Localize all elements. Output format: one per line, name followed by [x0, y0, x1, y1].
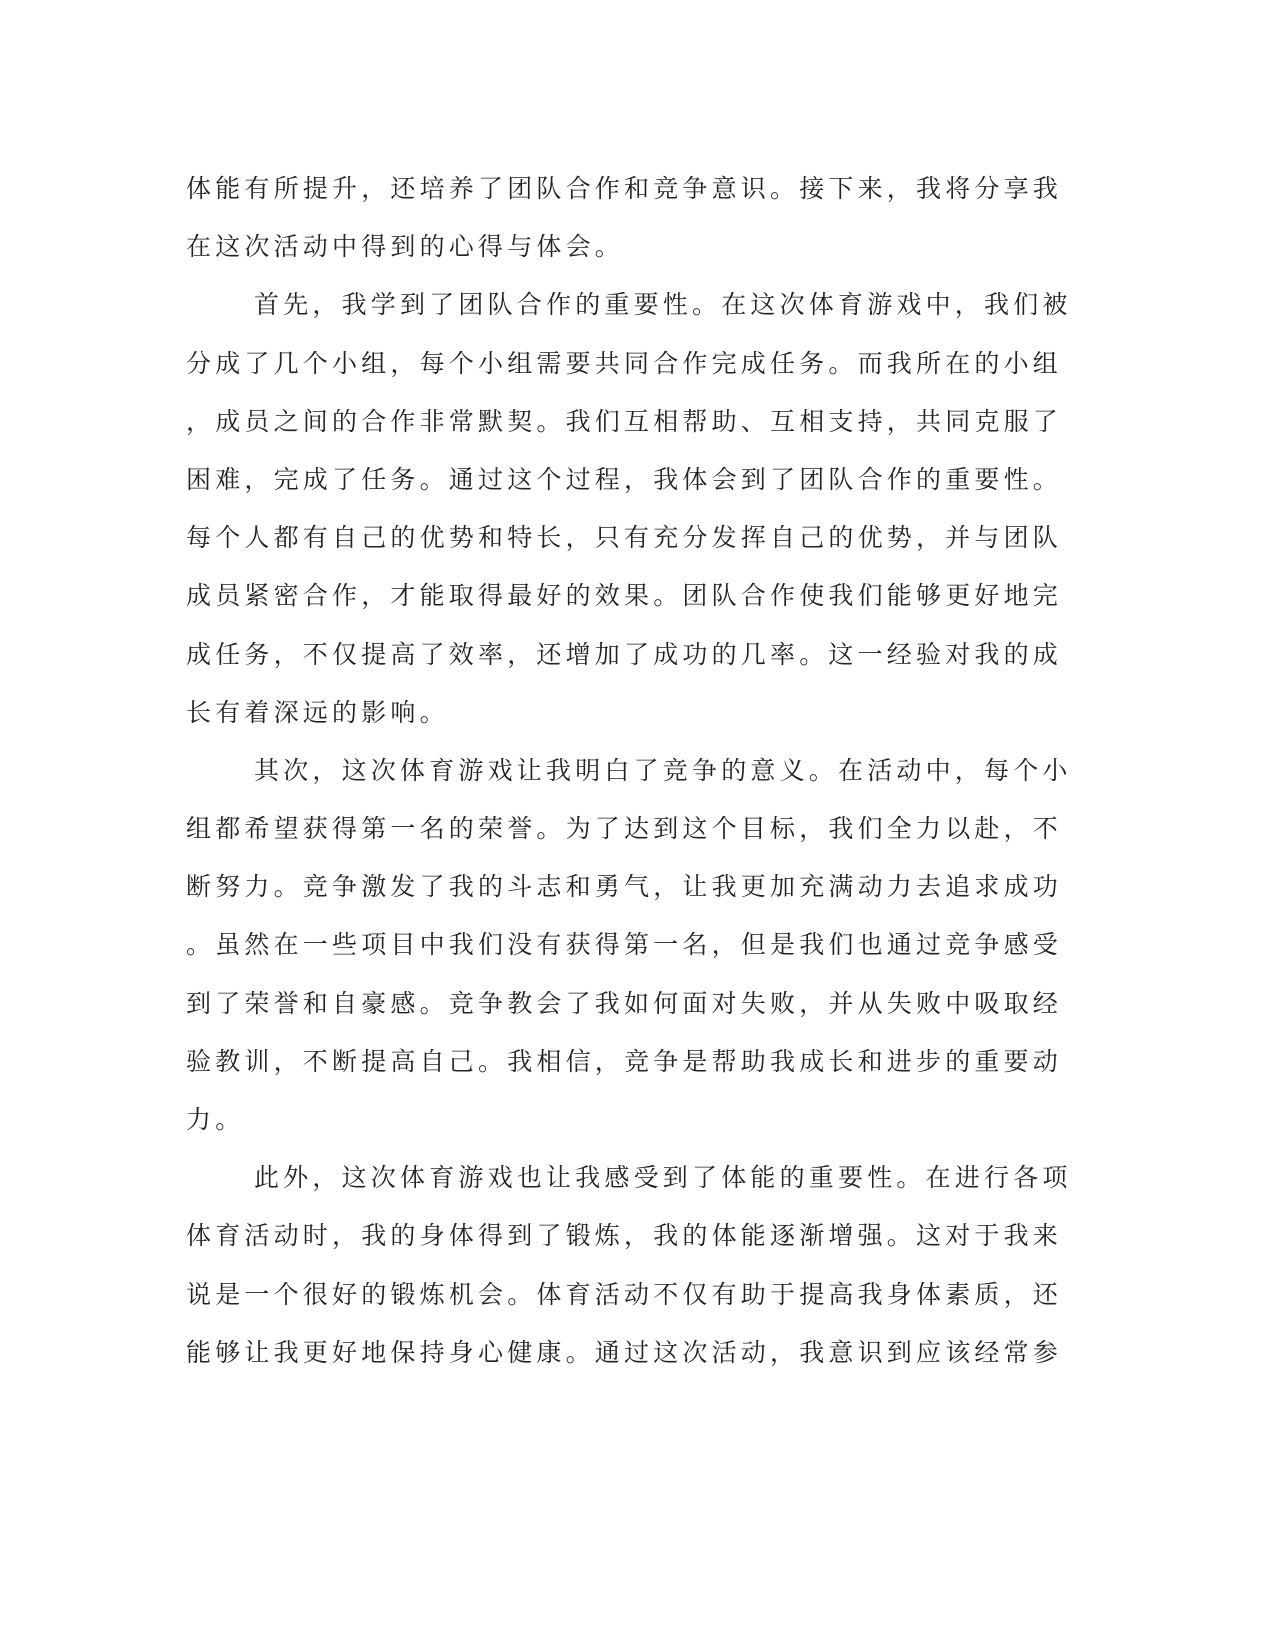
document-body: [186, 160, 1086, 1382]
paragraph-start-line: 首先，我学到了团队合作的重要性。在这次体育游戏中，我们被: [254, 290, 1072, 320]
text-line: ，成员之间的合作非常默契。我们互相帮助、互相支持，共同克服了: [186, 406, 1063, 436]
text-line: 断努力。竞争激发了我的斗志和勇气，让我更加充满动力去追求成功: [186, 872, 1063, 902]
text-line: 每个人都有自己的优势和特长，只有充分发挥自己的优势，并与团队: [186, 523, 1063, 553]
text-line: 。虽然在一些项目中我们没有获得第一名，但是我们也通过竞争感受: [186, 930, 1063, 960]
text-line: 困难，完成了任务。通过这个过程，我体会到了团队合作的重要性。: [186, 464, 1063, 494]
text-line: 在这次活动中得到的心得与体会。: [186, 232, 625, 262]
text-line: 长有着深远的影响。: [186, 697, 449, 727]
text-line: 验教训，不断提高自己。我相信，竞争是帮助我成长和进步的重要动: [186, 1046, 1063, 1076]
text-line: 体能有所提升，还培养了团队合作和竞争意识。接下来，我将分享我: [186, 174, 1063, 203]
text-line: 组都希望获得第一名的荣誉。为了达到这个目标，我们全力以赴，不: [186, 814, 1063, 844]
paragraph-start-line: 其次，这次体育游戏让我明白了竞争的意义。在活动中，每个小: [254, 755, 1072, 785]
text-line: 分成了几个小组，每个小组需要共同合作完成任务。而我所在的小组: [186, 348, 1063, 378]
text-line: 说是一个很好的锻炼机会。体育活动不仅有助于提高我身体素质，还: [186, 1279, 1063, 1309]
text-line: 能够让我更好地保持身心健康。通过这次活动，我意识到应该经常参: [186, 1337, 1063, 1367]
paragraph-start-line: 此外，这次体育游戏也让我感受到了体能的重要性。在进行各项: [254, 1163, 1072, 1193]
text-line: 成员紧密合作，才能取得最好的效果。团队合作使我们能够更好地完: [186, 581, 1063, 611]
text-line: 体育活动时，我的身体得到了锻炼，我的体能逐渐增强。这对于我来: [186, 1221, 1063, 1251]
text-line: 成任务，不仅提高了效率，还增加了成功的几率。这一经验对我的成: [186, 639, 1063, 669]
text-line: 力。: [186, 1105, 245, 1134]
text-line: 到了荣誉和自豪感。竞争教会了我如何面对失败，并从失败中吸取经: [186, 988, 1063, 1018]
